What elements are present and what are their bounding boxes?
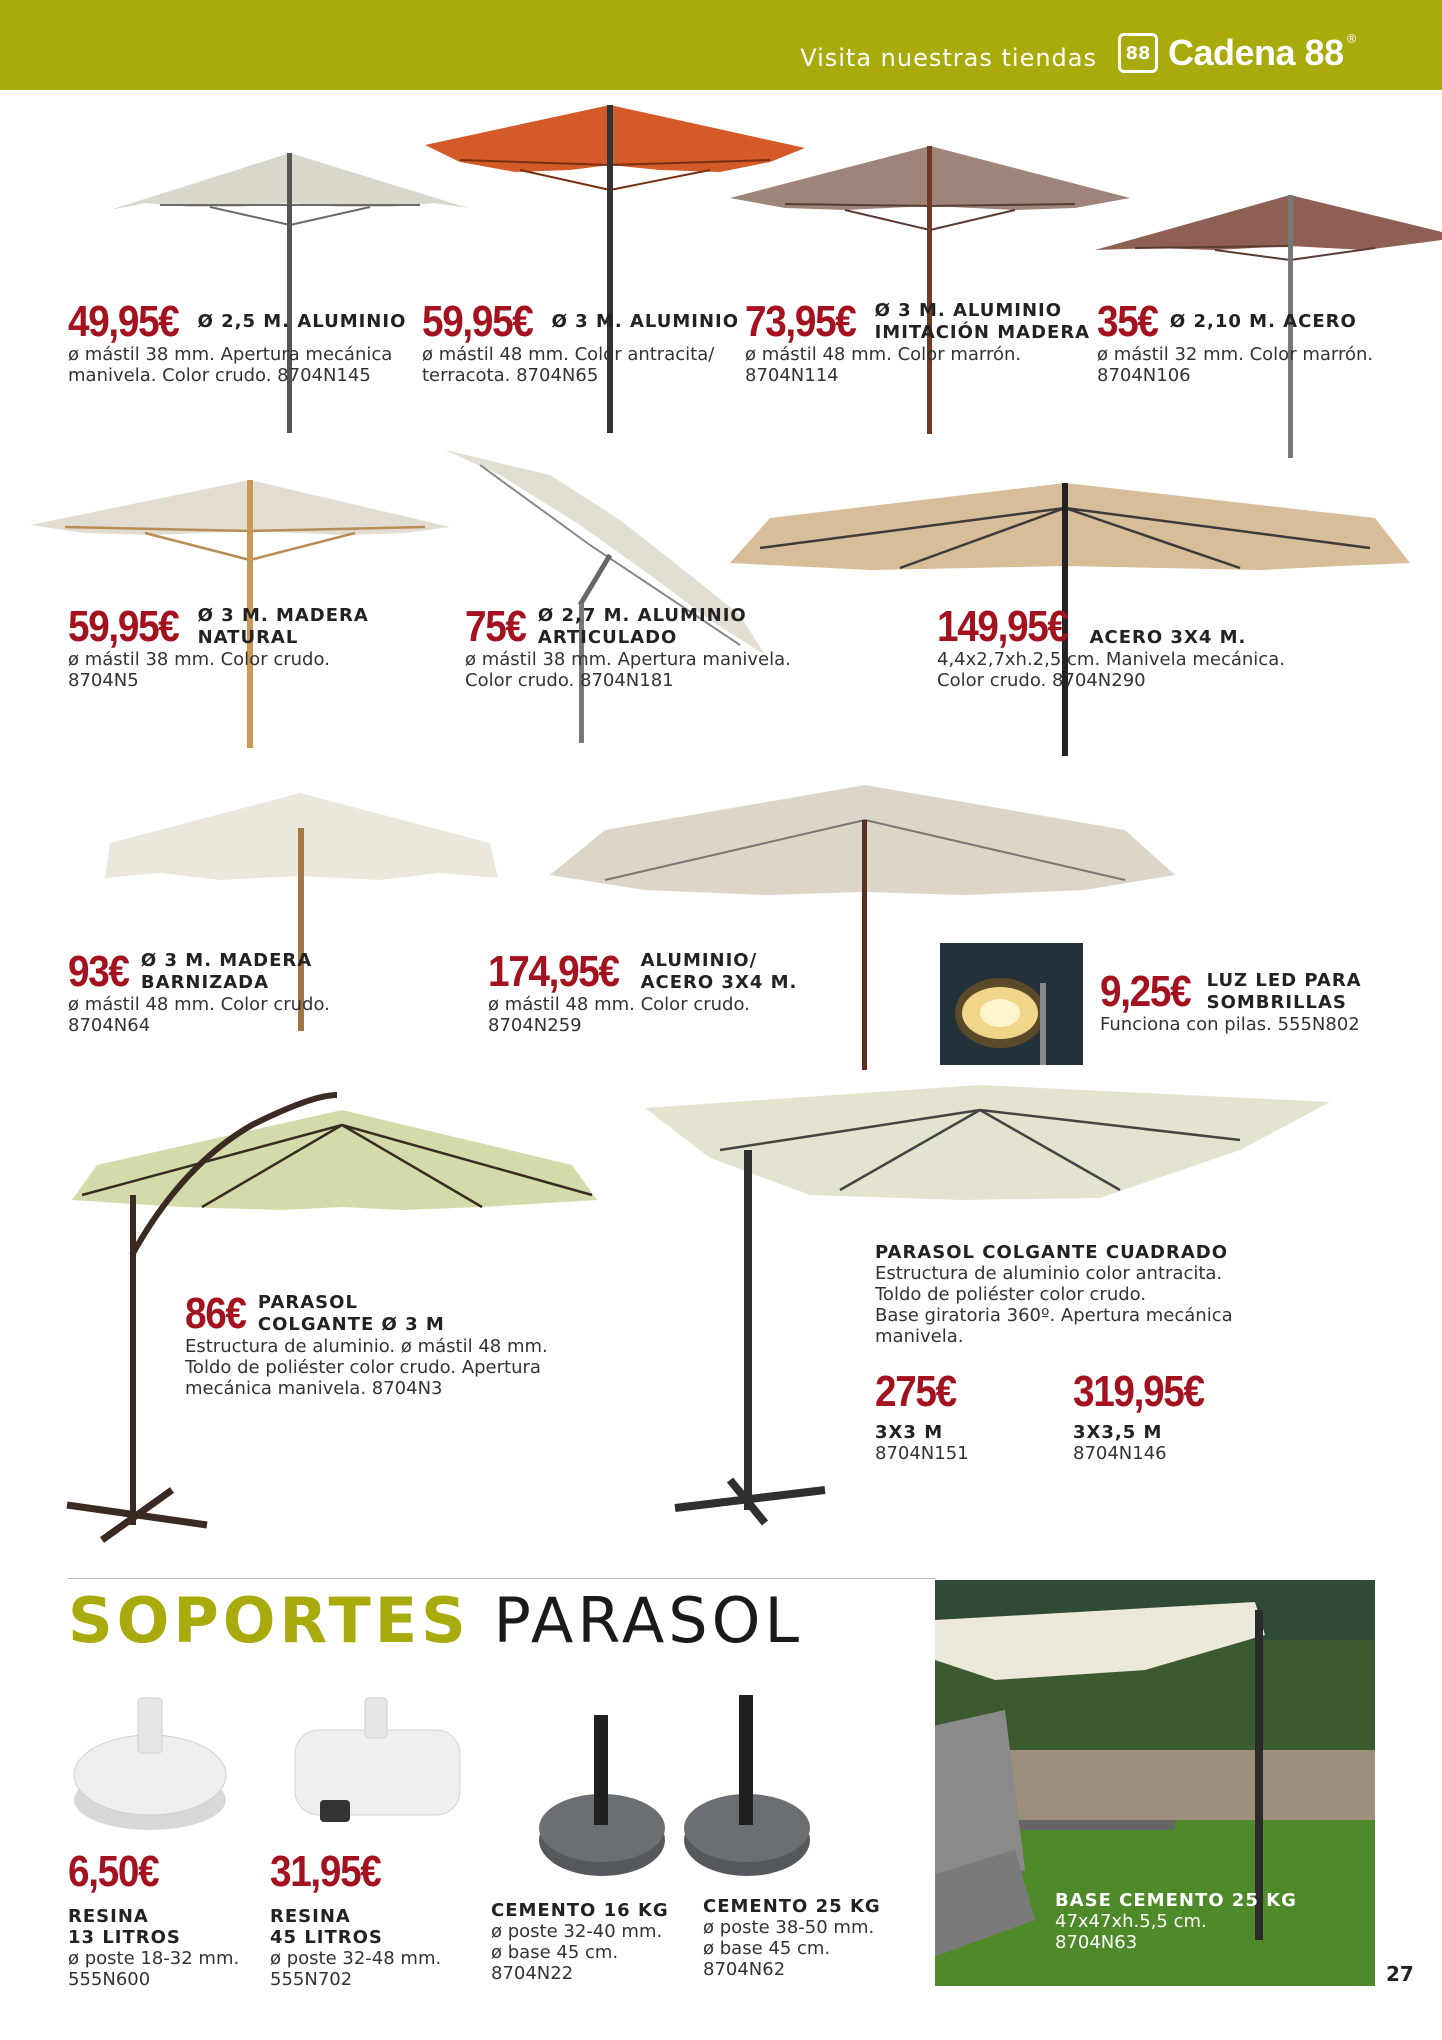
product-desc: ø mástil 32 mm. Color marrón.: [1097, 344, 1374, 365]
base-desc: ø poste 38-50 mm.: [703, 1917, 875, 1938]
price: 31,95€: [270, 1847, 381, 1896]
price: 59,95€: [422, 297, 533, 346]
brand[interactable]: [1118, 32, 1358, 74]
base-name: RESINA: [68, 1906, 149, 1927]
base-name: 13 LITROS: [68, 1927, 181, 1948]
product-card[interactable]: [68, 602, 369, 691]
base-name: 45 LITROS: [270, 1927, 383, 1948]
product-desc: mecánica manivela. 8704N3: [185, 1378, 443, 1399]
product-title: BARNIZADA: [140, 972, 270, 993]
visit-stores-text: Visita nuestras tiendas: [800, 44, 1097, 72]
product-desc: Color crudo. 8704N290: [937, 670, 1146, 691]
product-desc: ø mástil 38 mm. Apertura manivela.: [465, 649, 791, 670]
product-desc: Funciona con pilas. 555N802: [1100, 1014, 1360, 1035]
product-card[interactable]: [465, 602, 791, 691]
price: 59,95€: [68, 602, 179, 651]
price: 6,50€: [68, 1847, 159, 1896]
product-desc: 8704N114: [745, 365, 839, 386]
section-title-rest: PARASOL: [493, 1584, 803, 1657]
base-card[interactable]: [703, 1896, 881, 1980]
product-desc: Base giratoria 360º. Apertura mecánica: [875, 1305, 1233, 1326]
price: 86€: [185, 1289, 246, 1338]
price: 35€: [1097, 297, 1158, 346]
product-title: Ø 3 M. MADERA: [197, 605, 369, 626]
product-title: Ø 3 M. ALUMINIO: [874, 300, 1063, 321]
product-title: Ø 3 M. ALUMINIO: [551, 311, 740, 332]
base-name: RESINA: [270, 1906, 351, 1927]
base-desc: ø poste 32-48 mm.: [270, 1948, 442, 1969]
brand-logo-icon: 88: [1118, 33, 1158, 73]
header-bar: [0, 0, 1442, 90]
product-title: Ø 2,10 M. ACERO: [1169, 311, 1357, 332]
product-desc: ø mástil 38 mm. Apertura mecánica: [68, 344, 393, 365]
product-desc: ø mástil 38 mm. Color crudo.: [68, 649, 330, 670]
base-desc: 8704N22: [491, 1963, 574, 1984]
product-card[interactable]: [68, 947, 330, 1036]
section-title-accent: SOPORTES: [68, 1584, 470, 1657]
product-title: SOMBRILLAS: [1206, 992, 1347, 1013]
product-card[interactable]: [1097, 297, 1374, 386]
cement-base-16kg-image: [535, 1710, 670, 1880]
variant-3x3-5[interactable]: [1073, 1367, 1216, 1464]
variant-3x3[interactable]: [875, 1367, 969, 1464]
variant-code: 8704N151: [875, 1443, 969, 1464]
brand-name: Cadena 88: [1168, 32, 1344, 73]
page-number: 27: [1386, 1962, 1414, 1986]
product-title: ACERO 3X4 M.: [1089, 627, 1247, 648]
product-title: Ø 3 M. MADERA: [140, 950, 313, 971]
product-desc: Color crudo. 8704N181: [465, 670, 674, 691]
product-card[interactable]: [488, 947, 798, 1036]
base-card[interactable]: [270, 1847, 442, 1990]
product-desc: 8704N259: [488, 1015, 582, 1036]
product-desc: Toldo de poliéster color crudo.: [875, 1284, 1147, 1305]
photo-base-name: BASE CEMENTO 25 KG: [1055, 1890, 1297, 1911]
base-desc: ø base 45 cm.: [703, 1938, 831, 1959]
section-divider: [68, 1578, 936, 1579]
base-card[interactable]: [491, 1900, 669, 1984]
product-desc: ø mástil 48 mm. Color crudo.: [488, 994, 750, 1015]
led-light-image: [940, 943, 1083, 1065]
price: 73,95€: [745, 297, 856, 346]
price: 149,95€: [937, 602, 1068, 651]
price: 93€: [68, 947, 129, 996]
base-desc: 8704N62: [703, 1959, 786, 1980]
price: 275€: [875, 1367, 956, 1416]
garden-photo: [935, 1580, 1375, 1986]
product-desc: 4,4x2,7xh.2,5 cm. Manivela mecánica.: [937, 649, 1285, 670]
umbrella-marron-imitacion-madera-image: [725, 140, 1135, 435]
base-desc: ø base 45 cm.: [491, 1942, 619, 1963]
product-desc: manivela.: [875, 1326, 964, 1347]
base-desc: 555N702: [270, 1969, 353, 1990]
product-desc: terracota. 8704N65: [422, 365, 599, 386]
cement-base-25kg-image: [680, 1690, 815, 1880]
photo-base-desc: 8704N63: [1055, 1932, 1138, 1953]
product-card[interactable]: [68, 297, 407, 386]
product-card[interactable]: [937, 602, 1285, 691]
product-desc: Estructura de aluminio. ø mástil 48 mm.: [185, 1336, 548, 1357]
base-name: CEMENTO 25 KG: [703, 1896, 881, 1917]
product-desc: ø mástil 48 mm. Color marrón.: [745, 344, 1022, 365]
product-title: ACERO 3X4 M.: [640, 972, 798, 993]
product-title: COLGANTE Ø 3 M: [257, 1314, 445, 1335]
product-desc: 8704N5: [68, 670, 139, 691]
product-title: LUZ LED PARA: [1206, 970, 1362, 991]
base-card[interactable]: [68, 1847, 240, 1990]
resin-base-45l-image: [290, 1690, 465, 1840]
product-title: PARASOL: [257, 1292, 358, 1313]
brand-registered-mark: ®: [1345, 32, 1358, 46]
price: 174,95€: [488, 947, 619, 996]
product-card[interactable]: [1100, 967, 1362, 1035]
variant-size: 3X3 M: [875, 1422, 944, 1443]
product-desc: ø mástil 48 mm. Color antracita/: [422, 344, 715, 365]
product-card[interactable]: [185, 1289, 548, 1399]
variant-size: 3X3,5 M: [1073, 1422, 1163, 1443]
product-card[interactable]: [422, 297, 740, 386]
product-title: Ø 2,5 M. ALUMINIO: [197, 311, 407, 332]
price: 75€: [465, 602, 526, 651]
cantilever-square-card[interactable]: [875, 1242, 1233, 1347]
product-desc: 8704N64: [68, 1015, 151, 1036]
resin-base-13l-image: [70, 1690, 230, 1835]
product-desc: ø mástil 48 mm. Color crudo.: [68, 994, 330, 1015]
base-desc: ø poste 32-40 mm.: [491, 1921, 663, 1942]
product-title: PARASOL COLGANTE CUADRADO: [875, 1242, 1229, 1263]
price: 49,95€: [68, 297, 179, 346]
product-title: ALUMINIO/: [640, 950, 758, 971]
price: 9,25€: [1100, 967, 1191, 1016]
photo-base-desc: 47x47xh.5,5 cm.: [1055, 1911, 1207, 1932]
product-desc: Estructura de aluminio color antracita.: [875, 1263, 1223, 1284]
product-title: NATURAL: [197, 627, 299, 648]
product-title: ARTICULADO: [537, 627, 678, 648]
product-desc: Toldo de poliéster color crudo. Apertura: [185, 1357, 541, 1378]
base-desc: ø poste 18-32 mm.: [68, 1948, 240, 1969]
base-desc: 555N600: [68, 1969, 151, 1990]
product-desc: 8704N106: [1097, 365, 1191, 386]
price: 319,95€: [1073, 1367, 1204, 1416]
section-title: [68, 1584, 803, 1657]
product-title: IMITACIÓN MADERA: [874, 322, 1091, 343]
variant-code: 8704N146: [1073, 1443, 1167, 1464]
base-name: CEMENTO 16 KG: [491, 1900, 669, 1921]
product-card[interactable]: [745, 297, 1091, 386]
product-title: Ø 2,7 M. ALUMINIO: [537, 605, 747, 626]
product-desc: manivela. Color crudo. 8704N145: [68, 365, 371, 386]
